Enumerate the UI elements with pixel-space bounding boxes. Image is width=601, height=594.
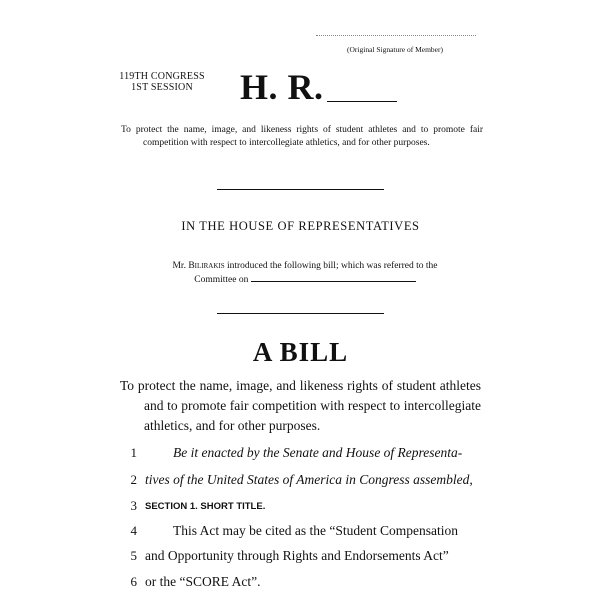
long-purpose: To protect the name, image, and likeness rights of student athletes and to promote fair competition with respect to intercollegiate athletics, and for other purposes. bbox=[120, 378, 481, 433]
sponsor-prefix: Mr. bbox=[172, 261, 186, 271]
bill-number-blank bbox=[327, 101, 397, 102]
chamber-heading: IN THE HOUSE OF REPRESENTATIVES bbox=[181, 219, 420, 233]
enacting-clause: Be it enacted by the Senate and House of Representa- bbox=[173, 445, 463, 460]
enacting-clause: tives of the United States of America in Congress assembled, bbox=[145, 472, 473, 487]
introduction-statement bbox=[140, 260, 470, 287]
line-number: 1 bbox=[130, 445, 137, 460]
line-number: 6 bbox=[130, 574, 137, 589]
committee-blank bbox=[251, 273, 416, 282]
bill-designation: H. R. bbox=[240, 67, 324, 107]
introduction-text: introduced the following bill; which was referred to the bbox=[226, 261, 438, 271]
bill-heading: A BILL bbox=[252, 337, 349, 367]
section-text: This Act may be cited as the “Student Compensation bbox=[173, 523, 458, 538]
line-number: 2 bbox=[130, 472, 137, 487]
bill-line bbox=[121, 445, 481, 465]
session-number: 1ST SESSION bbox=[131, 82, 193, 93]
signature-label: (Original Signature of Member) bbox=[346, 45, 443, 54]
congress-session-block bbox=[112, 71, 212, 93]
short-purpose: To protect the name, image, and likeness rights of student athletes and to promote fair competition with respect to intercollegiate athletics, and for other purposes. bbox=[121, 125, 483, 148]
congress-number: 119TH CONGRESS bbox=[119, 71, 205, 82]
signature-line bbox=[316, 35, 476, 36]
divider-rule bbox=[217, 189, 384, 190]
bill-line bbox=[121, 472, 481, 492]
bill-line bbox=[121, 523, 481, 543]
sponsor-name: Bilirakis bbox=[188, 261, 225, 271]
section-text: or the “SCORE Act”. bbox=[145, 574, 261, 589]
section-heading: SECTION 1. SHORT TITLE. bbox=[145, 501, 266, 512]
line-number: 3 bbox=[130, 498, 137, 513]
section-text: and Opportunity through Rights and Endorsements Act” bbox=[145, 548, 449, 563]
divider-rule bbox=[217, 313, 384, 314]
committee-label: Committee on bbox=[194, 275, 249, 285]
bill-line bbox=[121, 574, 481, 594]
bill-line bbox=[121, 548, 481, 568]
line-number: 4 bbox=[130, 523, 137, 538]
line-number: 5 bbox=[130, 548, 137, 563]
bill-line bbox=[121, 498, 481, 518]
